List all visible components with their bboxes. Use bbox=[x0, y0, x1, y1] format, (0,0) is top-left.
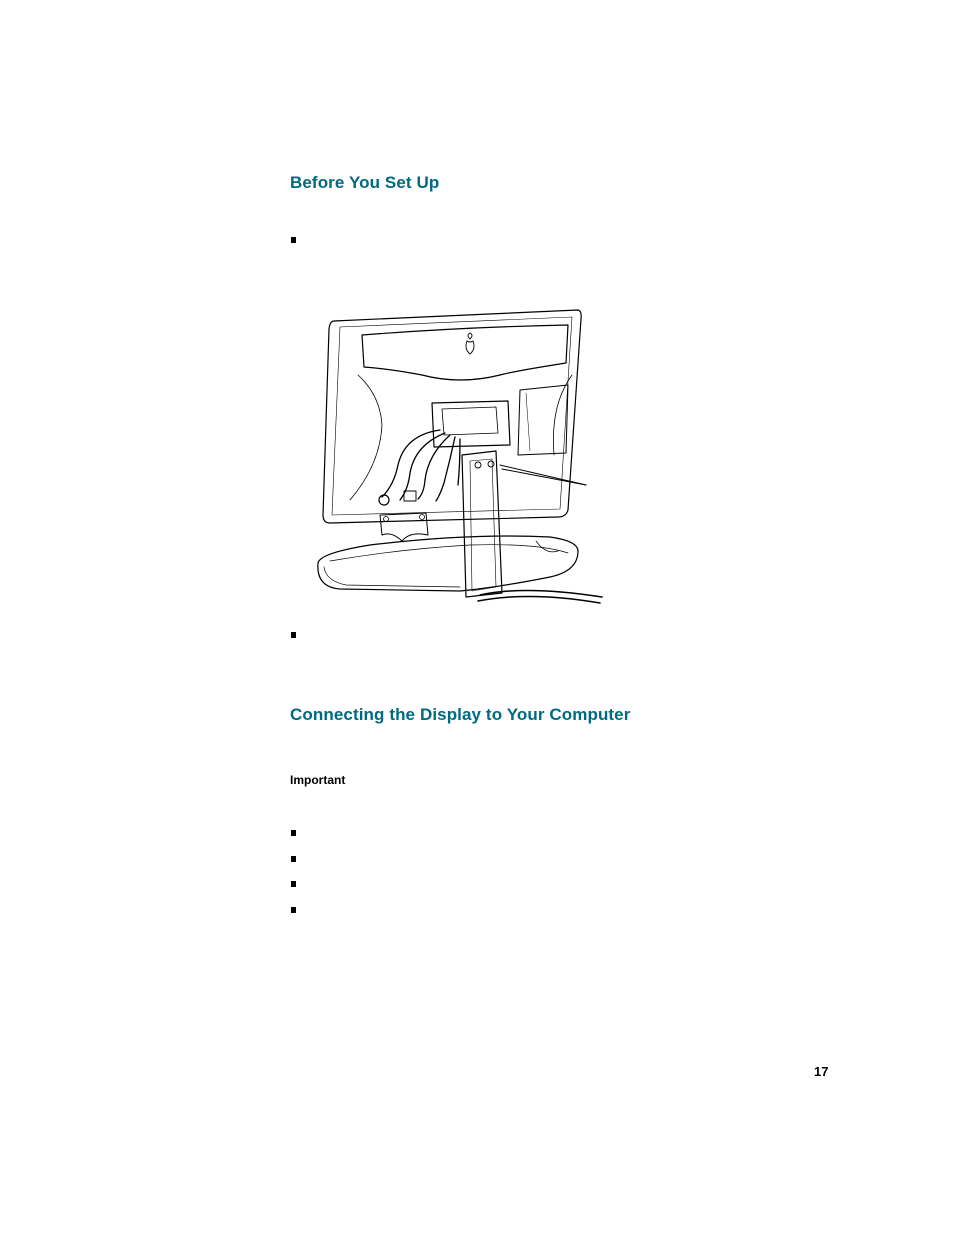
bullet-marker bbox=[291, 632, 296, 638]
callout-line bbox=[500, 465, 586, 485]
section-heading-connecting-display: Connecting the Display to Your Computer bbox=[290, 705, 631, 724]
bullet-marker bbox=[291, 907, 296, 913]
handle-recess bbox=[362, 325, 568, 380]
stand-column bbox=[462, 451, 502, 597]
bullet-marker bbox=[291, 237, 296, 243]
display-panel-outline bbox=[323, 310, 581, 523]
bullet-marker bbox=[291, 881, 296, 887]
bullet-marker bbox=[291, 830, 296, 836]
bullet-marker bbox=[291, 856, 296, 862]
display-rear-illustration bbox=[310, 305, 610, 605]
page-number: 17 bbox=[814, 1064, 829, 1079]
section-heading-before-you-set-up: Before You Set Up bbox=[290, 173, 440, 192]
important-label: Important bbox=[290, 773, 346, 787]
apple-logo-icon bbox=[466, 333, 474, 354]
